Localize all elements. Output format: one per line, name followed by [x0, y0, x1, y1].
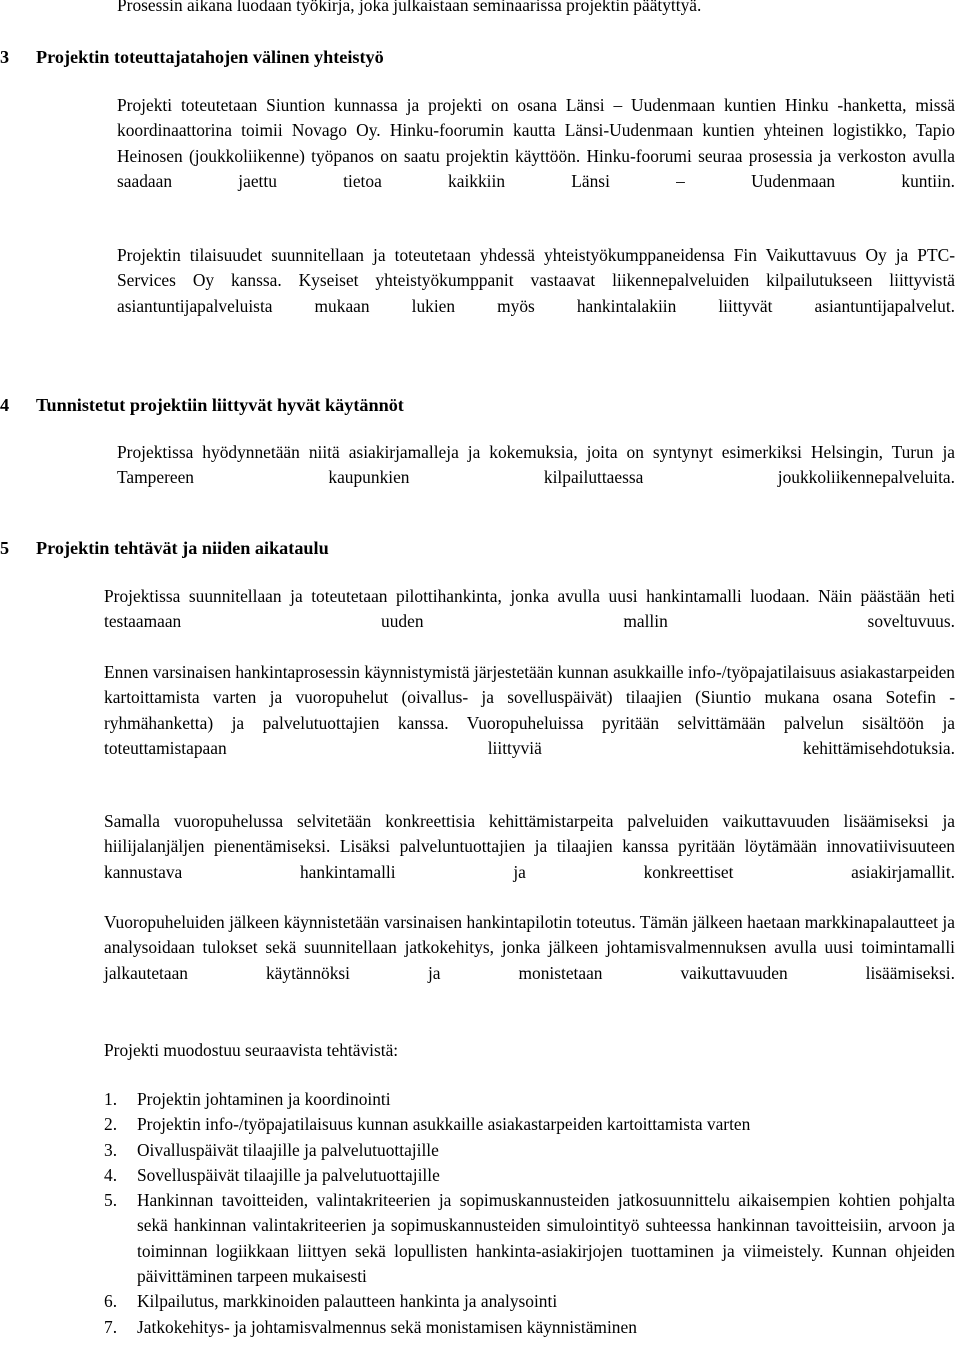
list-item-number: 7.: [104, 1316, 118, 1337]
task-list: [104, 1087, 955, 1340]
list-item: [104, 1289, 955, 1314]
section-5-paragraph-2: Ennen varsinaisen hankintaprosessin käynnistymistä järjestetään kunnan asukkaille info-/työpajatilaisuus asiakastarpeiden kartoittamista varten ja vuoropuhelut (oivallus- ja sovelluspäivät) tilaajien (Siuntio mukana osana Sotefin -ryhmähanketta) ja palvelutuottajien kanssa. Vuoropuheluissa pyritään selvittämään palvelun sisältöön ja toteuttamistapaan liittyviä kehittämisehdotuksia.: [104, 662, 955, 758]
list-item-number: 5.: [104, 1190, 118, 1211]
list-item-text: Oivalluspäivät tilaajille ja palvelutuottajille: [137, 1139, 439, 1160]
list-item: [104, 1087, 955, 1112]
list-item-number: 1.: [104, 1089, 118, 1109]
list-item-number: 3.: [104, 1139, 118, 1160]
list-item-text: Kilpailutus, markkinoiden palautteen hankinta ja analysointi: [137, 1291, 558, 1312]
section-3-paragraph-2: Projektin tilaisuudet suunnitellaan ja toteutetaan yhdessä yhteistyökumppaneidensa Fin Vaikuttavuus Oy ja PTC-Services Oy kanssa. Kyseiset yhteistyökumppanit vastaavat liikennepalveluiden kilpailutukseen liittyvistä asiantuntijapalveluista mukaan lukien myös hankintalakiin liittyvät asiantuntijapalvelut.: [117, 245, 955, 316]
section-5-paragraph-4: Vuoropuheluiden jälkeen käynnistetään varsinaisen hankintapilotin toteutus. Tämän jälkeen haetaan markkinapalautteet ja analysoidaan tulokset sekä suunnitellaan jatkokehitys, jonka jälkeen johtamisvalmennuksen avulla uusi toimintamalli jalkautetaan käytännöksi ja monistetaan vaikuttavuuden lisäämiseksi.: [104, 912, 955, 983]
list-item: [104, 1163, 955, 1188]
section-5-paragraph-3: Samalla vuoropuhelussa selvitetään konkreettisia kehittämistarpeita palveluiden vaikuttavuuden lisäämiseksi ja hiilijalanjäljen pienentämiseksi. Lisäksi palveluntuottajien ja tilaajien kanssa pyritään löytämään innovatiivisuuteen kannustava hankintamalli ja konkreettiset asiakirjamallit.: [104, 811, 955, 882]
section-3-title: Projektin toteuttajatahojen välinen yhteistyö: [36, 47, 384, 67]
list-item-text: Sovelluspäivät tilaajille ja palvelutuottajille: [137, 1164, 440, 1185]
list-item-number: 4.: [104, 1164, 118, 1185]
section-5-heading: [0, 536, 329, 561]
list-item: [104, 1315, 955, 1340]
section-5-number: 5: [0, 538, 10, 558]
section-5-tasks-intro: Projekti muodostuu seuraavista tehtävistä:: [104, 1040, 399, 1060]
section-4-paragraph-1: Projektissa hyödynnetään niitä asiakirjamalleja ja kokemuksia, joita on syntynyt esimerkiksi Helsingin, Turun ja Tampereen kaupunkien kilpailuttaessa joukkoliikennepalveluita.: [117, 442, 955, 488]
intro-continuation-text: Prosessin aikana luodaan työkirja, joka julkaistaan seminaarissa projektin päätyttyä.: [117, 0, 702, 15]
section-4-number: 4: [0, 395, 10, 415]
section-4-title: Tunnistetut projektiin liittyvät hyvät käytännöt: [36, 395, 404, 415]
list-item: [104, 1112, 955, 1137]
list-item-text: Projektin johtaminen ja koordinointi: [137, 1089, 391, 1109]
section-4-heading: [0, 393, 404, 418]
section-5-title: Projektin tehtävät ja niiden aikataulu: [36, 538, 329, 558]
section-5-paragraph-1: Projektissa suunnitellaan ja toteutetaan pilottihankinta, jonka avulla uusi hankintamalli luodaan. Näin päästään heti testaamaan uuden mallin soveltuvuus.: [104, 586, 955, 632]
list-item: [104, 1138, 955, 1163]
list-item: [104, 1188, 955, 1289]
list-item-text: Jatkokehitys- ja johtamisvalmennus sekä monistamisen käynnistäminen: [137, 1316, 637, 1337]
section-3-number: 3: [0, 47, 10, 67]
list-item-text: Hankinnan tavoitteiden, valintakriteerien ja sopimuskannusteiden jatkosuunnittelu aikaisempien kohtien pohjalta sekä hankinnan valintakriteerien ja sopimuskannusteiden simulointityö suhteessa hankinnan tavoitteisiin, arvoon ja toiminnan logiikkaan liittyen sekä lopullisten hankinta-asiakirjojen tuottaminen ja viimeistely. Kunnan ohjeiden päivittäminen tarpeen mukaisesti: [137, 1190, 955, 1287]
list-item-text: Projektin info-/työpajatilaisuus kunnan asukkaille asiakastarpeiden kartoittamista varten: [137, 1114, 751, 1135]
list-item-number: 2.: [104, 1114, 118, 1135]
list-item-number: 6.: [104, 1291, 118, 1312]
section-3-heading: [0, 45, 384, 70]
section-3-paragraph-1: Projekti toteutetaan Siuntion kunnassa ja projekti on osana Länsi – Uudenmaan kuntien Hinku -hanketta, missä koordinaattorina toimii Novago Oy. Hinku-foorumin kautta Länsi-Uudenmaan kuntien yhteinen logistikko, Tapio Heinosen (joukkoliikenne) työpanos on saatu projektin käyttöön. Hinku-foorumi seuraa prosessia ja verkoston avulla saadaan jaettu tietoa kaikkiin Länsi – Uudenmaan kuntiin.: [117, 95, 955, 191]
